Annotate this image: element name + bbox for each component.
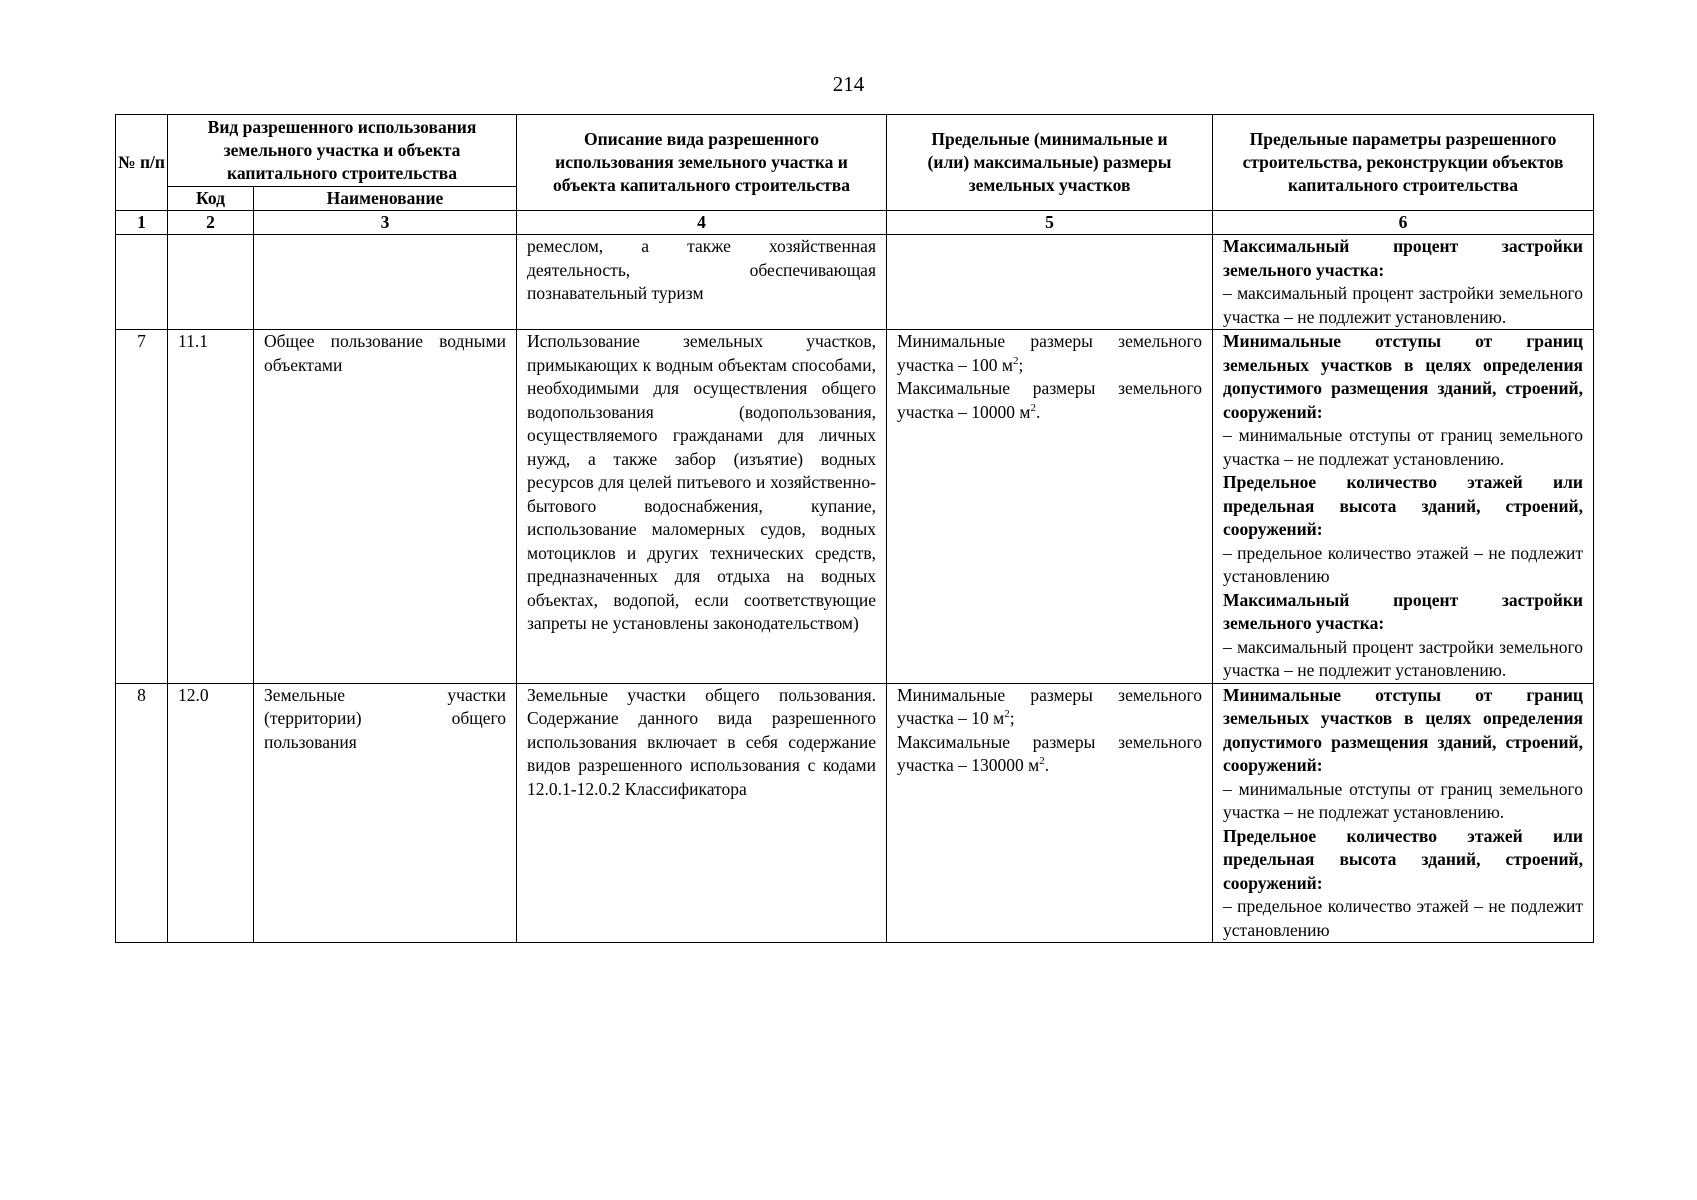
table-row [116,683,1594,943]
param-heading: Максимальный процент застройки земельного участка: [1223,236,1583,280]
param-text: – минимальные отступы от границ земельного участка – не подлежат установлению. [1223,425,1583,469]
param-text: – максимальный процент застройки земельного участка – не подлежит установлению. [1223,636,1583,680]
header-use-group: Вид разрешенного использования земельного участка и объекта капитального строительства [168,115,517,187]
row-params [1213,683,1594,943]
header-name: Наименование [254,187,517,211]
size-max: Максимальные размеры земельного участка – 130000 $м^2$. [897,731,1202,775]
header-description: Описание вида разрешенного использования земельного участка и объекта капитального строительства [517,115,887,211]
row-number [116,235,168,330]
row-params [1213,330,1594,684]
param-heading: Минимальные отступы от границ земельных участков в целях определения допустимого размещения зданий, строений, сооружений: [1223,331,1583,422]
column-number-row [116,211,1594,235]
row-sizes [887,330,1213,684]
param-text: – предельное количество этажей – не подлежит установлению [1223,542,1583,586]
row-params [1213,235,1594,330]
row-code: 12.0 [168,683,254,943]
param-text: – минимальные отступы от границ земельного участка – не подлежат установлению. [1223,778,1583,822]
row-number: 7 [116,330,168,684]
param-heading: Предельное количество этажей или предельная высота зданий, строений, сооружений: [1223,825,1583,893]
table-row [116,330,1594,684]
header-code: Код [168,187,254,211]
row-sizes [887,235,1213,330]
row-number: 8 [116,683,168,943]
row-code [168,235,254,330]
column-number: 2 [168,211,254,235]
row-description: ремеслом, а также хозяйственная деятельность, обеспечивающая познавательный туризм [517,235,887,330]
param-text: – предельное количество этажей – не подлежит установлению [1223,896,1583,940]
row-name [254,235,517,330]
header-row [116,115,1594,187]
param-heading: Предельное количество этажей или предельная высота зданий, строений, сооружений: [1223,472,1583,539]
row-description: Использование земельных участков, примыкающих к водным объектам способами, необходимыми для осуществления общего водопользования (водопользования, осуществляемого гражданами для личных нужд, а также забор (изъятие) водных ресурсов для целей питьевого и хозяйственно- бытового водоснабжения, купание, использование маломерных судов, водных мотоциклов и других технических средств, предназначенных для отдыха на водных объектах, водопой, если соответствующие запреты не установлены законодательством) [517,330,887,684]
land-use-table [115,114,1594,943]
row-sizes [887,683,1213,943]
header-sizes: Предельные (минимальные и (или) максимальные) размеры земельных участков [887,115,1213,211]
column-number: 3 [254,211,517,235]
row-code: 11.1 [168,330,254,684]
column-number: 4 [517,211,887,235]
row-name: Общее пользование водными объектами [254,330,517,684]
header-params: Предельные параметры разрешенного строительства, реконструкции объектов капитального строительства [1213,115,1594,211]
page-number: 214 [832,72,865,96]
header-num: № п/п [116,115,168,211]
size-min: Минимальные размеры земельного участка – 100 $м^2$; [897,331,1202,375]
row-description: Земельные участки общего пользования. Содержание данного вида разрешенного использования включает в себя содержание видов разрешенного использования с кодами 12.0.1-12.0.2 Классификатора [517,683,887,943]
param-text: – максимальный процент застройки земельного участка – не подлежит установлению. [1223,283,1583,327]
param-heading: Минимальные отступы от границ земельных участков в целях определения допустимого размещения зданий, строений, сооружений: [1223,684,1583,775]
table-row [116,235,1594,330]
column-number: 5 [887,211,1213,235]
size-max: Максимальные размеры земельного участка – 10000 $м^2$. [897,378,1202,422]
param-heading: Максимальный процент застройки земельного участка: [1223,589,1583,633]
size-min: Минимальные размеры земельного участка – 10 $м^2$; [897,684,1202,728]
column-number: 1 [116,211,168,235]
column-number: 6 [1213,211,1594,235]
row-name: Земельные участки (территории) общего пользования [254,683,517,943]
